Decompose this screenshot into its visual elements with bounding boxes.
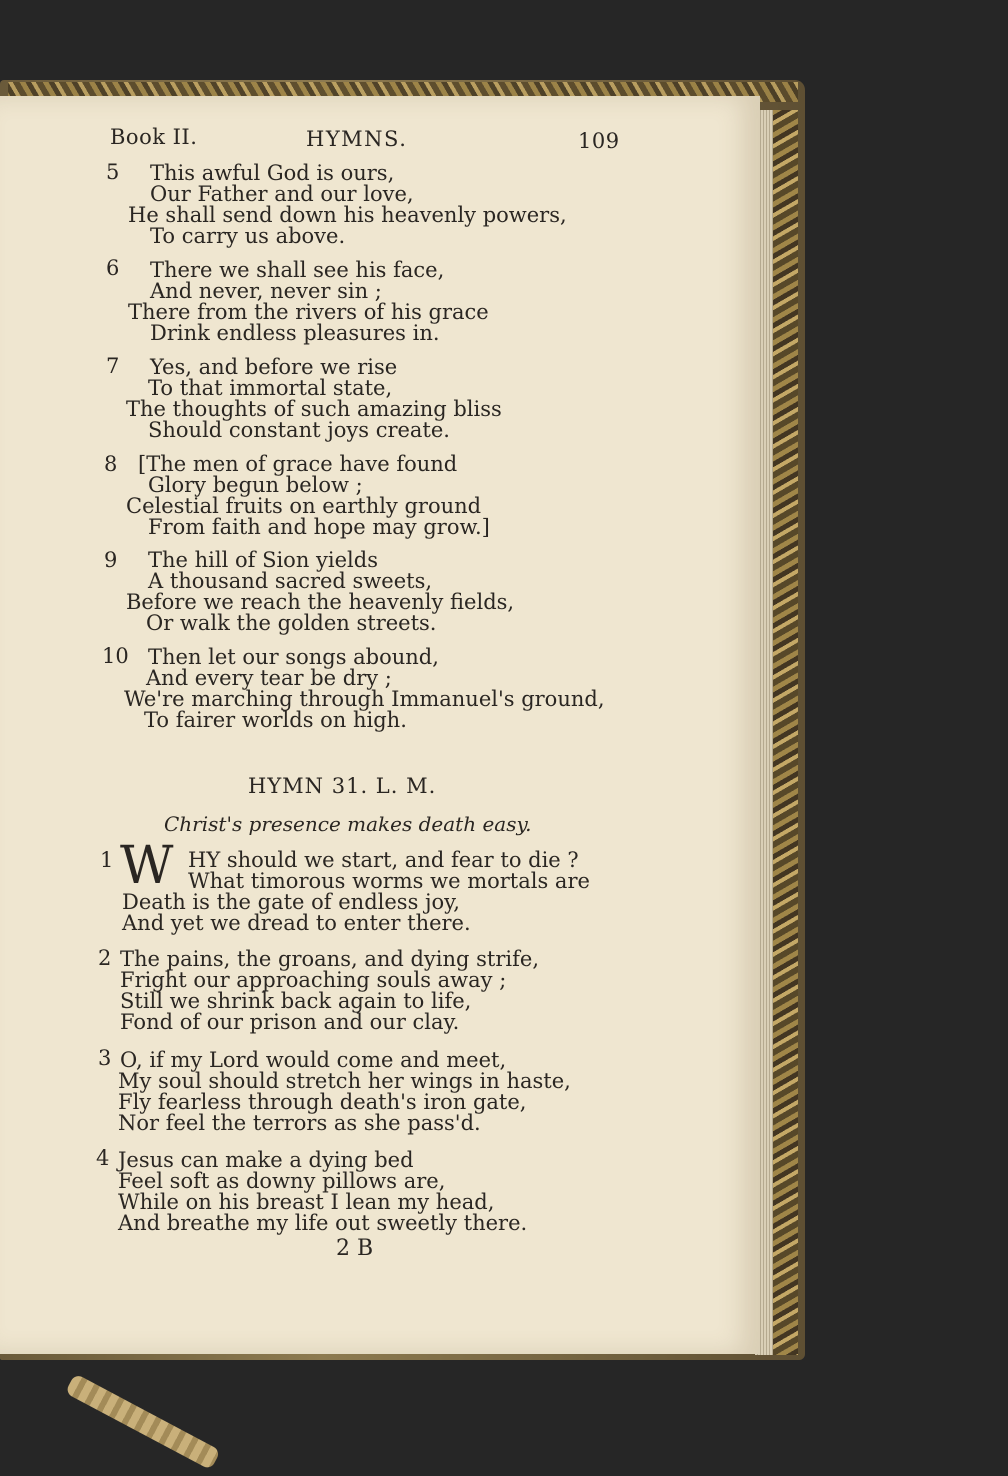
verse-line: Drink endless pleasures in. bbox=[150, 321, 440, 345]
stanza-number: 7 bbox=[106, 354, 120, 378]
stanza-number: 9 bbox=[104, 548, 118, 572]
verse-line: And every tear be dry ; bbox=[146, 666, 392, 690]
verse-line: [The men of grace have found bbox=[138, 452, 458, 476]
verse-line: Or walk the golden streets. bbox=[146, 611, 437, 635]
verse-line: The thoughts of such amazing bliss bbox=[126, 397, 502, 421]
verse-line: Death is the gate of endless joy, bbox=[122, 890, 460, 914]
drop-cap: W bbox=[120, 836, 174, 896]
verse-line: And yet we dread to enter there. bbox=[122, 911, 471, 935]
running-head-title: HYMNS. bbox=[306, 127, 408, 151]
verse-line: The pains, the groans, and dying strife, bbox=[120, 947, 540, 971]
verse-line: Before we reach the heavenly fields, bbox=[126, 590, 515, 614]
verse-line: HY should we start, and fear to die ? bbox=[188, 848, 579, 872]
verse-line: O, if my Lord would come and meet, bbox=[120, 1048, 507, 1072]
verse-line: Fond of our prison and our clay. bbox=[120, 1010, 460, 1034]
verse-line: A thousand sacred sweets, bbox=[148, 569, 433, 593]
stanza-number: 10 bbox=[102, 644, 129, 668]
verse-line: To carry us above. bbox=[150, 224, 346, 248]
ribbon-bookmark bbox=[65, 1373, 221, 1470]
verse-line: Then let our songs abound, bbox=[148, 645, 439, 669]
verse-line: What timorous worms we mortals are bbox=[188, 869, 590, 893]
stanza-number: 3 bbox=[98, 1046, 112, 1070]
verse-line: Our Father and our love, bbox=[150, 182, 414, 206]
verse-line: Celestial fruits on earthly ground bbox=[126, 494, 482, 518]
stanza-number: 8 bbox=[104, 452, 118, 476]
stanza-number: 6 bbox=[106, 256, 120, 280]
verse-line: We're marching through Immanuel's ground, bbox=[124, 687, 605, 711]
stanza-number: 5 bbox=[106, 160, 120, 184]
verse-line: Still we shrink back again to life, bbox=[120, 989, 472, 1013]
verse-line: Should constant joys create. bbox=[148, 418, 450, 442]
running-head-book: Book II. bbox=[110, 125, 198, 149]
verse-line: And breathe my life out sweetly there. bbox=[118, 1211, 528, 1235]
book-page bbox=[0, 96, 760, 1354]
verse-line: Fright our approaching souls away ; bbox=[120, 968, 507, 992]
verse-line: Nor feel the terrors as she pass'd. bbox=[118, 1111, 481, 1135]
verse-line: Fly fearless through death's iron gate, bbox=[118, 1090, 527, 1114]
verse-line: To that immortal state, bbox=[148, 376, 393, 400]
hymn-title: HYMN 31. L. M. bbox=[248, 774, 437, 798]
verse-line: The hill of Sion yields bbox=[148, 548, 378, 572]
verse-line: To fairer worlds on high. bbox=[144, 708, 407, 732]
stanza-number: 1 bbox=[100, 848, 114, 872]
verse-line: Feel soft as downy pillows are, bbox=[118, 1169, 446, 1193]
verse-line: And never, never sin ; bbox=[150, 279, 382, 303]
verse-line: Glory begun below ; bbox=[148, 473, 363, 497]
verse-line: This awful God is ours, bbox=[150, 161, 395, 185]
verse-line: He shall send down his heavenly powers, bbox=[128, 203, 567, 227]
signature-mark: 2 B bbox=[336, 1236, 374, 1261]
stanza-number: 2 bbox=[98, 946, 112, 970]
verse-line: While on his breast I lean my head, bbox=[118, 1190, 495, 1214]
stanza-number: 4 bbox=[96, 1146, 110, 1170]
verse-line: Jesus can make a dying bed bbox=[118, 1148, 414, 1172]
verse-line: My soul should stretch her wings in haste, bbox=[118, 1069, 571, 1093]
verse-line: From faith and hope may grow.] bbox=[148, 515, 490, 539]
page-number: 109 bbox=[578, 129, 620, 153]
verse-line: There from the rivers of his grace bbox=[128, 300, 489, 324]
verse-line: There we shall see his face, bbox=[150, 258, 445, 282]
gilt-border-right bbox=[772, 110, 798, 1355]
hymn-subtitle: Christ's presence makes death easy. bbox=[164, 812, 532, 836]
verse-line: Yes, and before we rise bbox=[150, 355, 398, 379]
